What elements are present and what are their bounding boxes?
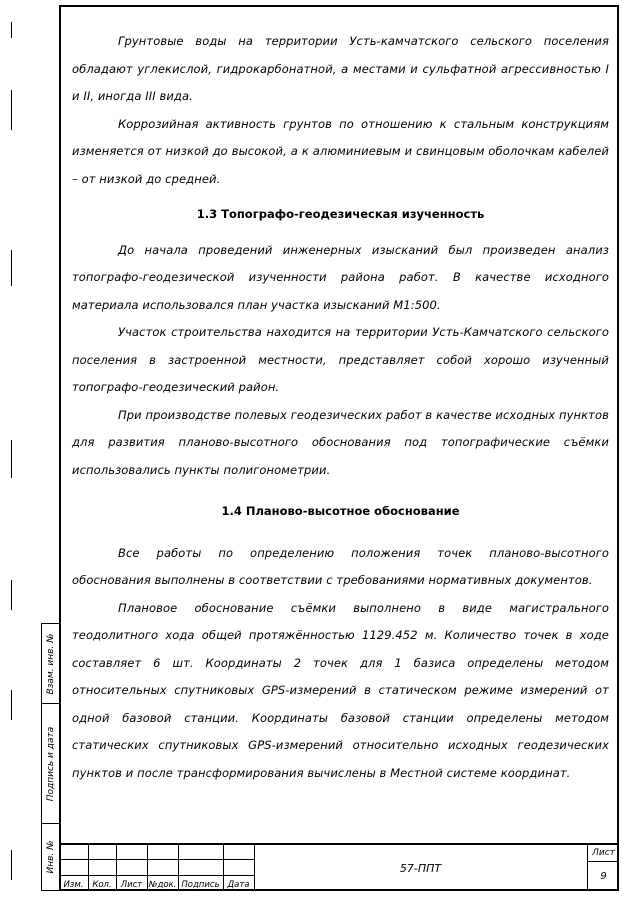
tb-row-line bbox=[59, 859, 254, 860]
cut-mark bbox=[11, 690, 12, 720]
sheet-label: Лист bbox=[587, 845, 619, 862]
inv-swap-label: Взам. инв. № bbox=[45, 632, 56, 695]
document-body bbox=[72, 28, 609, 787]
document-code: 57-ППТ bbox=[399, 861, 442, 875]
side-stamp bbox=[41, 623, 59, 891]
tb-label-list: Лист bbox=[120, 880, 143, 890]
cut-mark bbox=[11, 22, 12, 38]
tb-label-izm: Изм. bbox=[63, 880, 84, 890]
tb-label-ndok: №док. bbox=[148, 880, 177, 890]
section-heading: 1.4 Планово-высотное обоснование bbox=[221, 504, 460, 518]
cut-mark bbox=[11, 250, 12, 286]
side-cell-inv-swap bbox=[42, 624, 59, 704]
cut-mark bbox=[11, 90, 12, 130]
cut-mark bbox=[11, 850, 12, 880]
side-cell-sign-date bbox=[42, 704, 59, 824]
side-cell-inv-orig bbox=[42, 824, 59, 890]
cut-mark bbox=[11, 440, 12, 478]
paragraph: Участок строительства находится на территории Усть-Камчатского сельского поселения в застроенной местности, представляет собой хорошо изученный топографо-геодезический район. bbox=[72, 325, 609, 394]
paragraph: До начала проведений инженерных изысканий был произведен анализ топографо-геодезической изученности района работ. В качестве исходного материала использовался план участка изысканий М1:500. bbox=[72, 242, 609, 312]
sign-date-label: Подпись и дата bbox=[45, 726, 56, 801]
tb-label-kol: Кол. bbox=[92, 880, 112, 890]
paragraph: Все работы по определению положения точек планово-высотного обоснования выполнены в соответствии с требованиями нормативных документов. bbox=[72, 545, 609, 587]
sheet-number: 9 bbox=[587, 861, 619, 891]
paragraph: Коррозийная активность грунтов по отношению к стальным конструкциям изменяется от низкой до высокой, а к алюминиевым и свинцовым оболочкам кабелей – от низкой до средней. bbox=[72, 116, 609, 186]
paragraph: При производстве полевых геодезических работ в качестве исходных пунктов для развития планово-высотного обоснования под топографические съёмки использовались пункты полигонометрии. bbox=[72, 407, 609, 477]
paragraph: Плановое обоснование съёмки выполнено в виде магистрального теодолитного хода общей протяжённостью 1129.452 м. Количество точек в ходе составляет 6 шт. Координаты 2 точек для 1 базиса определены методом относительных спутниковых GPS-измерений в статическом режиме измерений от одной базовой станции. Координаты базовой станции определены методом статических спутниковых GPS-измерений относительно исходных геодезических пунктов и после трансформирования вычислены в Местной системе координат. bbox=[72, 600, 609, 780]
tb-label-date: Дата bbox=[227, 880, 250, 890]
cut-mark bbox=[11, 580, 12, 610]
inv-orig-label: Инв. № bbox=[45, 840, 56, 874]
title-block bbox=[59, 843, 619, 891]
section-heading: 1.3 Топографо-геодезическая изученность bbox=[196, 207, 485, 221]
tb-label-signature: Подпись bbox=[181, 880, 220, 890]
paragraph: Грунтовые воды на территории Усть-камчатского сельского поселения обладают углекислой, гидрокарбонатной, а местами и сульфатной агрессивностью I и II, иногда III вида. bbox=[72, 34, 609, 103]
tb-row-line bbox=[59, 875, 254, 876]
